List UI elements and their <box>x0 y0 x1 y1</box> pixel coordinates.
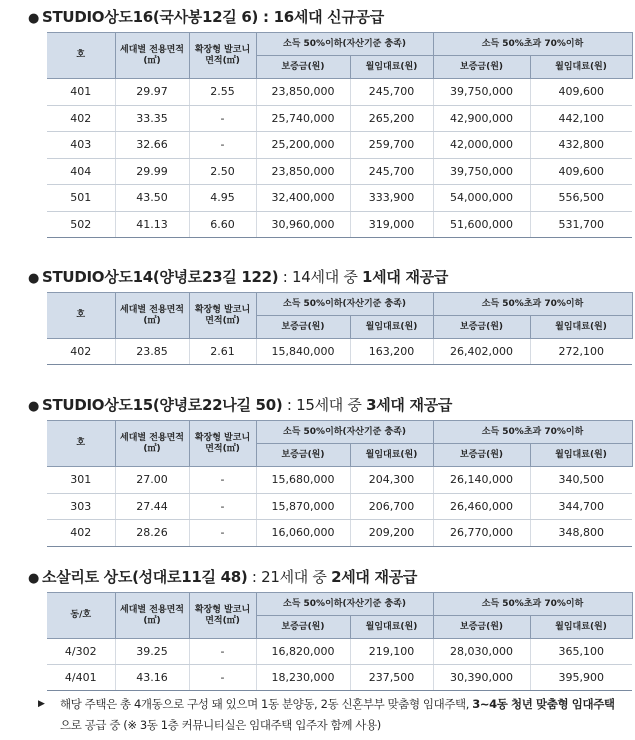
area-cell: 43.16 <box>115 665 189 691</box>
unit-cell: 401 <box>47 79 115 106</box>
table-row <box>47 105 632 132</box>
deposit-cell: 15,840,000 <box>256 339 350 365</box>
balcony-cell: 2.55 <box>189 79 256 106</box>
table-row <box>47 158 632 185</box>
col-rent-header: 월임대료(원) <box>530 616 632 639</box>
col-balcony-header: 확장형 발코니 면적(㎡) <box>189 33 256 79</box>
rent-cell: 340,500 <box>530 467 632 494</box>
group-income-50-header: 소득 50%이하(자산기준 충족) <box>256 421 433 444</box>
rent-cell: 395,900 <box>530 665 632 691</box>
deposit-cell: 26,770,000 <box>433 520 530 547</box>
section-supply: 2세대 재공급 <box>331 568 418 586</box>
table-row <box>47 185 632 212</box>
deposit-cell: 39,750,000 <box>433 79 530 106</box>
rent-cell: 409,600 <box>530 79 632 106</box>
footnote-highlight: 3~4동 청년 맞춤형 임대주택 <box>472 697 615 711</box>
deposit-cell: 23,850,000 <box>256 158 350 185</box>
rent-cell: 348,800 <box>530 520 632 547</box>
bullet-icon: ● <box>28 11 40 26</box>
col-deposit-header: 보증금(원) <box>433 56 530 79</box>
section-count: : 21세대 중 <box>247 568 332 586</box>
footnote-text: 으로 공급 중 (※ 3동 1층 커뮤니티실은 임대주택 입주자 함께 사용) <box>60 718 381 732</box>
section-heading <box>28 566 417 587</box>
rent-cell: 319,000 <box>350 211 433 238</box>
deposit-cell: 39,750,000 <box>433 158 530 185</box>
deposit-cell: 26,140,000 <box>433 467 530 494</box>
col-rent-header: 월임대료(원) <box>530 444 632 467</box>
area-cell: 23.85 <box>115 339 189 365</box>
deposit-cell: 54,000,000 <box>433 185 530 212</box>
deposit-cell: 15,680,000 <box>256 467 350 494</box>
col-area-header: 세대별 전용면적 (㎡) <box>115 33 189 79</box>
deposit-cell: 16,820,000 <box>256 639 350 665</box>
bullet-icon: ● <box>28 571 40 586</box>
section-count: : 14세대 중 <box>278 268 363 286</box>
rent-cell: 245,700 <box>350 158 433 185</box>
section-heading <box>28 6 384 27</box>
unit-cell: 303 <box>47 493 115 520</box>
col-balcony-header: 확장형 발코니 면적(㎡) <box>189 593 256 639</box>
area-cell: 29.99 <box>115 158 189 185</box>
rent-cell: 245,700 <box>350 79 433 106</box>
balcony-cell: - <box>189 105 256 132</box>
col-rent-header: 월임대료(원) <box>350 56 433 79</box>
rent-cell: 237,500 <box>350 665 433 691</box>
group-income-70-header: 소득 50%초과 70%이하 <box>433 421 632 444</box>
rent-cell: 204,300 <box>350 467 433 494</box>
balcony-cell: 6.60 <box>189 211 256 238</box>
section-heading <box>28 266 448 287</box>
col-area-header: 세대별 전용면적 (㎡) <box>115 293 189 339</box>
col-unit-header: 호 <box>47 33 115 79</box>
area-cell: 41.13 <box>115 211 189 238</box>
section-title: STUDIO상도15(양녕로22나길 50) <box>42 396 283 414</box>
unit-cell: 402 <box>47 520 115 547</box>
rent-cell: 442,100 <box>530 105 632 132</box>
balcony-cell: 2.50 <box>189 158 256 185</box>
balcony-cell: 2.61 <box>189 339 256 365</box>
rent-cell: 365,100 <box>530 639 632 665</box>
area-cell: 39.25 <box>115 639 189 665</box>
balcony-cell: - <box>189 639 256 665</box>
area-cell: 27.44 <box>115 493 189 520</box>
group-income-70-header: 소득 50%초과 70%이하 <box>433 33 632 56</box>
deposit-cell: 25,740,000 <box>256 105 350 132</box>
col-deposit-header: 보증금(원) <box>433 444 530 467</box>
unit-cell: 404 <box>47 158 115 185</box>
deposit-cell: 26,402,000 <box>433 339 530 365</box>
col-unit-header: 호 <box>47 421 115 467</box>
footnote-text: 해당 주택은 총 4개동으로 구성 돼 있으며 1동 분양동, 2동 신혼부부 맞춤형 임대주택, <box>60 697 473 711</box>
balcony-cell: - <box>189 467 256 494</box>
rent-cell: 432,800 <box>530 132 632 159</box>
rental-table <box>47 32 633 238</box>
rent-cell: 333,900 <box>350 185 433 212</box>
col-deposit-header: 보증금(원) <box>433 616 530 639</box>
rent-cell: 272,100 <box>530 339 632 365</box>
col-balcony-header: 확장형 발코니 면적(㎡) <box>189 293 256 339</box>
section-supply: 1세대 재공급 <box>362 268 449 286</box>
rent-cell: 556,500 <box>530 185 632 212</box>
area-cell: 29.97 <box>115 79 189 106</box>
balcony-cell: - <box>189 520 256 547</box>
deposit-cell: 25,200,000 <box>256 132 350 159</box>
group-income-70-header: 소득 50%초과 70%이하 <box>433 593 632 616</box>
col-rent-header: 월임대료(원) <box>350 616 433 639</box>
section-title: STUDIO상도14(양녕로23길 122) <box>42 268 279 286</box>
group-income-50-header: 소득 50%이하(자산기준 충족) <box>256 33 433 56</box>
unit-cell: 4/401 <box>47 665 115 691</box>
unit-cell: 501 <box>47 185 115 212</box>
rent-cell: 409,600 <box>530 158 632 185</box>
rent-cell: 163,200 <box>350 339 433 365</box>
unit-cell: 403 <box>47 132 115 159</box>
rent-cell: 344,700 <box>530 493 632 520</box>
balcony-cell: 4.95 <box>189 185 256 212</box>
rent-cell: 206,700 <box>350 493 433 520</box>
deposit-cell: 18,230,000 <box>256 665 350 691</box>
col-area-header: 세대별 전용면적 (㎡) <box>115 593 189 639</box>
balcony-cell: - <box>189 493 256 520</box>
table-row <box>47 665 632 691</box>
col-rent-header: 월임대료(원) <box>350 316 433 339</box>
table-row <box>47 132 632 159</box>
unit-cell: 4/302 <box>47 639 115 665</box>
balcony-cell: - <box>189 132 256 159</box>
deposit-cell: 51,600,000 <box>433 211 530 238</box>
area-cell: 32.66 <box>115 132 189 159</box>
col-area-header: 세대별 전용면적 (㎡) <box>115 421 189 467</box>
deposit-cell: 42,000,000 <box>433 132 530 159</box>
table-row <box>47 467 632 494</box>
bullet-icon: ● <box>28 399 40 414</box>
group-income-70-header: 소득 50%초과 70%이하 <box>433 293 632 316</box>
balcony-cell: - <box>189 665 256 691</box>
footnote <box>38 694 620 736</box>
bullet-icon: ● <box>28 271 40 286</box>
table-row <box>47 639 632 665</box>
deposit-cell: 16,060,000 <box>256 520 350 547</box>
unit-cell: 502 <box>47 211 115 238</box>
rental-table <box>47 592 633 691</box>
area-cell: 28.26 <box>115 520 189 547</box>
section-supply: 3세대 재공급 <box>366 396 453 414</box>
table-row <box>47 339 632 365</box>
unit-cell: 301 <box>47 467 115 494</box>
unit-cell: 402 <box>47 105 115 132</box>
col-deposit-header: 보증금(원) <box>256 616 350 639</box>
deposit-cell: 42,900,000 <box>433 105 530 132</box>
deposit-cell: 23,850,000 <box>256 79 350 106</box>
rent-cell: 209,200 <box>350 520 433 547</box>
col-unit-header: 동/호 <box>47 593 115 639</box>
rental-table <box>47 420 633 547</box>
col-rent-header: 월임대료(원) <box>530 56 632 79</box>
group-income-50-header: 소득 50%이하(자산기준 충족) <box>256 293 433 316</box>
area-cell: 27.00 <box>115 467 189 494</box>
col-balcony-header: 확장형 발코니 면적(㎡) <box>189 421 256 467</box>
section-title: STUDIO상도16(국사봉12길 6) : 16세대 신규공급 <box>42 8 384 26</box>
rent-cell: 259,700 <box>350 132 433 159</box>
triangle-right-icon: ▶ <box>38 699 45 709</box>
col-deposit-header: 보증금(원) <box>256 316 350 339</box>
table-row <box>47 79 632 106</box>
deposit-cell: 15,870,000 <box>256 493 350 520</box>
section-count: : 15세대 중 <box>282 396 367 414</box>
col-deposit-header: 보증금(원) <box>256 56 350 79</box>
deposit-cell: 30,960,000 <box>256 211 350 238</box>
section-heading <box>28 394 452 415</box>
table-row <box>47 493 632 520</box>
deposit-cell: 30,390,000 <box>433 665 530 691</box>
table-row <box>47 211 632 238</box>
rent-cell: 265,200 <box>350 105 433 132</box>
col-deposit-header: 보증금(원) <box>256 444 350 467</box>
col-deposit-header: 보증금(원) <box>433 316 530 339</box>
rent-cell: 219,100 <box>350 639 433 665</box>
unit-cell: 402 <box>47 339 115 365</box>
group-income-50-header: 소득 50%이하(자산기준 충족) <box>256 593 433 616</box>
section-title: 소살리토 상도(성대로11길 48) <box>42 568 248 586</box>
rent-cell: 531,700 <box>530 211 632 238</box>
col-unit-header: 호 <box>47 293 115 339</box>
col-rent-header: 월임대료(원) <box>530 316 632 339</box>
table-row <box>47 520 632 547</box>
deposit-cell: 26,460,000 <box>433 493 530 520</box>
rental-table <box>47 292 633 365</box>
col-rent-header: 월임대료(원) <box>350 444 433 467</box>
deposit-cell: 28,030,000 <box>433 639 530 665</box>
deposit-cell: 32,400,000 <box>256 185 350 212</box>
area-cell: 33.35 <box>115 105 189 132</box>
area-cell: 43.50 <box>115 185 189 212</box>
